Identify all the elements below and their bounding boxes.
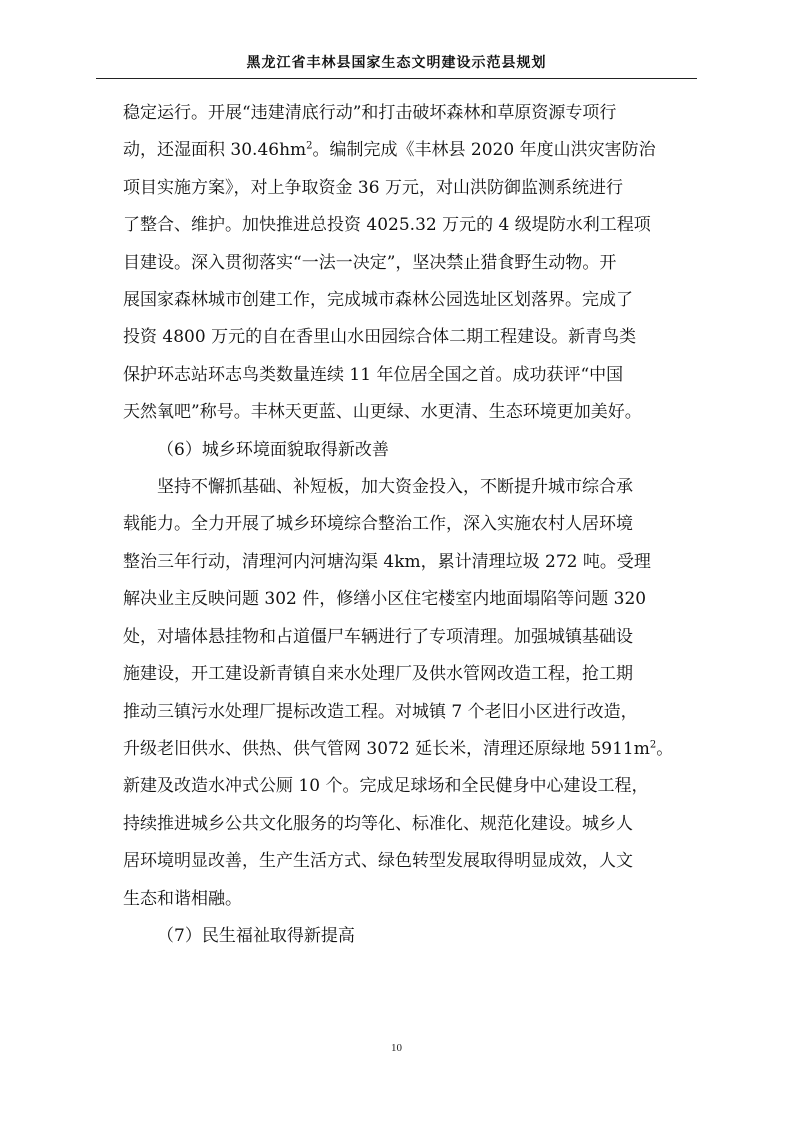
text-line: 投资 4800 万元的自在香里山水田园综合体二期工程建设。新青鸟类 bbox=[123, 327, 637, 348]
section-heading-7: （7）民生福祉取得新提高 bbox=[157, 925, 355, 946]
text-line: 生态和谐相融。 bbox=[123, 888, 242, 909]
text-line: 稳定运行。开展“违建清底行动”和打击破坏森林和草原资源专项行 bbox=[123, 103, 617, 123]
text-line: 载能力。全力开展了城乡环境综合整治工作，深入实施农村人居环境 bbox=[123, 514, 633, 535]
text-line: 坚持不懈抓基础、补短板，加大资金投入，不断提升城市综合承 bbox=[157, 477, 633, 498]
body-text bbox=[123, 95, 674, 955]
text-line: 持续推进城乡公共文化服务的均等化、标准化、规范化建设。城乡人 bbox=[123, 813, 633, 834]
section-heading-6: （6）城乡环境面貌取得新改善 bbox=[157, 439, 389, 460]
superscript: 2 bbox=[649, 739, 657, 751]
paragraph-ecology-continued bbox=[123, 95, 671, 432]
paragraph-urban-rural-environment-body bbox=[123, 506, 674, 917]
text-fragment: 升级老旧供水、供热、供气管网 3072 延长米，清理还原绿地 5911m bbox=[123, 738, 650, 759]
text-line: 处，对墙体悬挂物和占道僵尸车辆进行了专项清理。加强城镇基础设 bbox=[123, 626, 633, 647]
page-number: 10 bbox=[391, 1042, 402, 1054]
text-line: 推动三镇污水处理厂提标改造工程。对城镇 7 个老旧小区进行改造， bbox=[123, 701, 638, 722]
text-line: 项目实施方案》，对上争取资金 36 万元，对山洪防御监测系统进行 bbox=[123, 177, 623, 198]
text-line: 居环境明显改善，生产生活方式、绿色转型发展取得明显成效，人文 bbox=[123, 851, 633, 872]
text-line: 施建设，开工建设新青镇自来水处理厂及供水管网改造工程，抢工期 bbox=[123, 664, 633, 685]
text-fragment: 。 bbox=[656, 738, 674, 759]
text-line bbox=[123, 731, 674, 768]
text-line: 保护环志站环志鸟类数量连续 11 年位居全国之首。成功获评“中国 bbox=[123, 364, 624, 385]
text-line: 了整合、维护。加快推进总投资 4025.32 万元的 4 级堤防水利工程项 bbox=[123, 215, 651, 236]
header-rule bbox=[96, 78, 697, 79]
text-line: 天然氧吧”称号。丰林天更蓝、山更绿、水更清、生态环境更加美好。 bbox=[123, 402, 642, 423]
running-header: 黑龙江省丰林县国家生态文明建设示范县规划 bbox=[246, 55, 547, 71]
text-fragment: 动，还湿面积 30.46hm bbox=[123, 140, 307, 161]
text-line: 目建设。深入贯彻落实“一法一决定”，坚决禁止猎食野生动物。开 bbox=[123, 252, 617, 273]
text-line: 整治三年行动，清理河内河塘沟渠 4km，累计清理垃圾 272 吨。受理 bbox=[123, 551, 651, 572]
text-fragment: 。编制完成《丰林县 2020 年度山洪灾害防治 bbox=[312, 140, 656, 161]
text-line: 解决业主反映问题 302 件，修缮小区住宅楼室内地面塌陷等问题 320 bbox=[123, 589, 647, 610]
paragraph-urban-rural-environment bbox=[123, 469, 671, 506]
text-line bbox=[123, 132, 671, 169]
text-line: 展国家森林城市创建工作，完成城市森林公园选址区划落界。完成了 bbox=[123, 290, 633, 311]
superscript: 2 bbox=[306, 140, 313, 152]
text-line: 新建及改造水冲式公厕 10 个。完成足球场和全民健身中心建设工程， bbox=[123, 776, 649, 797]
